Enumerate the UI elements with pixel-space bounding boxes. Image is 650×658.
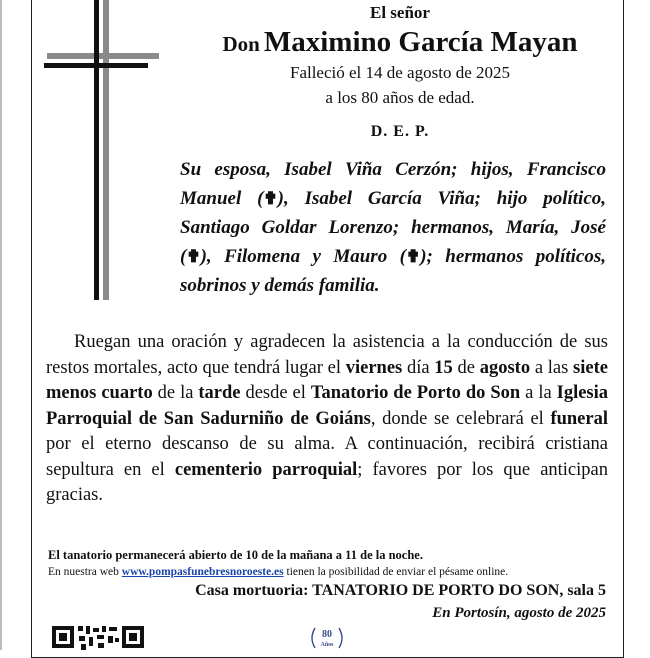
text-run: ; favores por los que anticipan gracias. [46,459,608,505]
text-run: En nuestra web [48,566,122,578]
deceased-cross-icon: ✟ [263,189,278,208]
text-run: Ruegan una oración y agradecen la asistencia a la conducción de sus restos mortales, acto que tendrá lugar el [46,332,608,378]
text-run: por el eterno descanso de su alma. A continuación, recibirá cristiana sepultura en el [46,434,608,480]
ceremony-date-number: 15 [434,357,453,378]
opening-hours-note: El tanatorio permanecerá abierto de 10 de la mañana a 11 de la noche. [48,548,423,562]
death-date: Falleció el 14 de agosto de 2025 [289,63,510,82]
text-run: a la [520,383,557,403]
age-at-death: a los 80 años de edad. [325,88,475,107]
badge-label: Años [320,642,334,648]
family-part: ), Isabel García Viña; hijo político, Santiago Goldar Lorenzo; hermanos, María, José ( [180,188,607,267]
deceased-cross-icon: ✟ [405,247,421,266]
ceremony-paragraph [46,330,608,509]
text-run: desde el [240,383,311,403]
church-name: Iglesia Parroquial de San Sadurniño de Goiáns [46,383,609,429]
funeral-word: funeral [550,408,608,429]
funeral-home-location: Casa mortuoria: TANATORIO DE PORTO DO SON, sala 5 [195,582,606,599]
text-run: día [402,357,435,378]
qr-code-icon [52,624,144,650]
web-note [48,566,508,578]
text-run: , donde se celebrará el [370,408,551,429]
website-link[interactable]: www.pompasfunebresnoroeste.es [121,566,284,578]
family-part: ); hermanos políticos, sobrinos y demás familia. [180,246,606,296]
deceased-name [0,26,650,59]
ceremony-month: agosto [479,357,531,378]
ceremony-details [46,330,608,509]
full-name: Maximino García Mayan [263,26,578,58]
text-run: tienen la posibilidad de enviar el pésame online. [283,566,509,578]
honorific: El señor [370,3,430,22]
ceremony-period: tarde [198,383,241,403]
text-run: de [452,357,480,378]
anniversary-badge-icon [307,624,347,650]
ceremony-time: siete menos cuarto [46,357,608,403]
text-run: a las [530,357,574,378]
family-part: ), Filomena y Mauro ( [200,246,406,267]
family-part: Su esposa, Isabel Viña Cerzón; hijos, Francisco Manuel ( [180,159,606,209]
title-prefix: Don [222,32,260,56]
cemetery-name: cementerio parroquial [174,459,358,480]
family-list [180,155,606,300]
text-run: de la [152,383,199,403]
place-and-date: En Portosín, agosto de 2025 [432,605,606,621]
deceased-cross-icon: ✟ [186,247,201,266]
ceremony-day: viernes [345,357,403,378]
departure-place: Tanatorio de Porto do Son [310,383,521,403]
badge-number: 80 [322,629,332,640]
rip-abbreviation: D. E. P. [370,123,430,140]
